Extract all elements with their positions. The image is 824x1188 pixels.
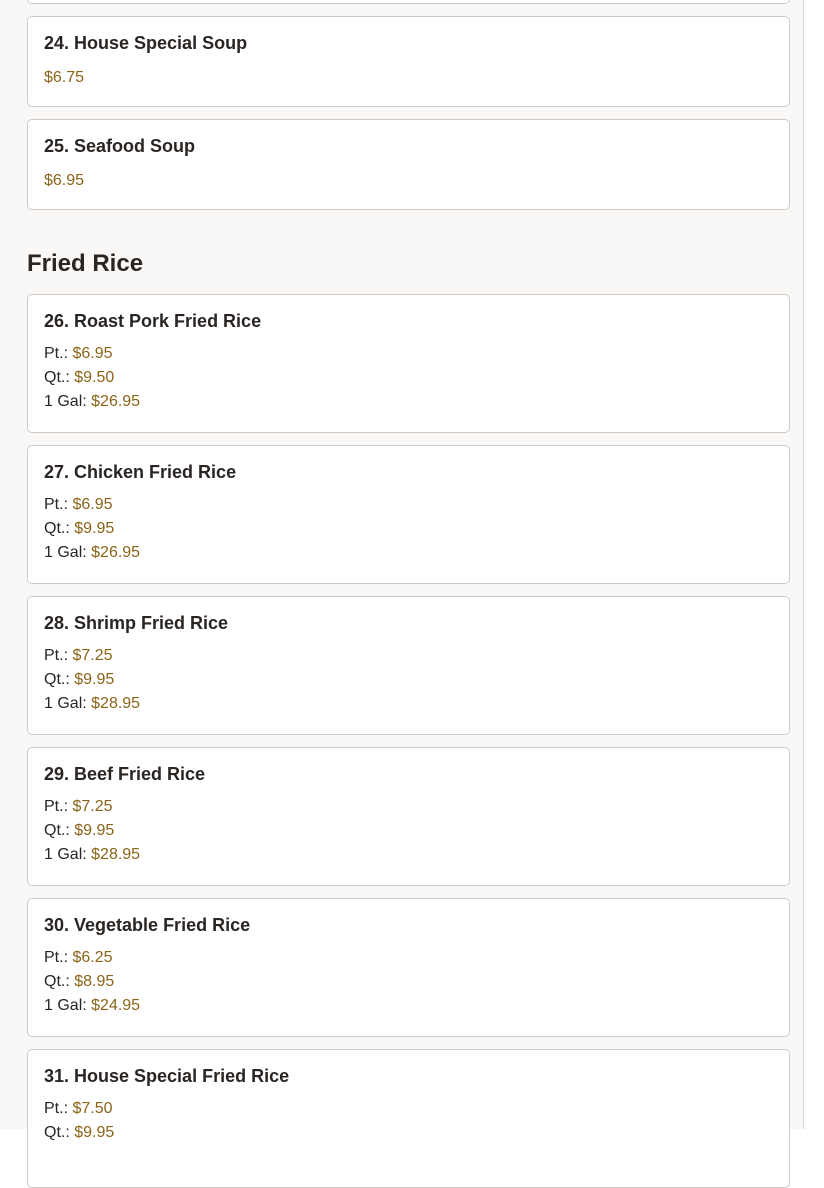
price-list [44, 795, 773, 867]
size-label: 1 Gal: [44, 846, 87, 863]
price-row-gallon [44, 390, 773, 414]
menu-item-name: 31. House Special Fried Rice [44, 1066, 290, 1086]
size-label: Pt.: [44, 345, 69, 362]
menu-item-name: 27. Chicken Fried Rice [44, 462, 237, 482]
menu-item-name: 26. Roast Pork Fried Rice [44, 311, 262, 331]
price-value: $6.25 [72, 949, 113, 966]
price-row-quart [44, 668, 773, 692]
size-label: 1 Gal: [44, 544, 87, 561]
price-value: $28.95 [91, 695, 141, 712]
size-label: Pt.: [44, 1100, 69, 1117]
price-value: $26.95 [91, 393, 141, 410]
price-value: $6.95 [72, 345, 113, 362]
menu-item-card[interactable] [27, 747, 790, 886]
price-list [44, 946, 773, 1018]
menu-item-card[interactable] [27, 445, 790, 584]
menu-item-card[interactable] [27, 596, 790, 735]
size-label: 1 Gal: [44, 997, 87, 1014]
size-label: 1 Gal: [44, 393, 87, 410]
menu-item-price: $6.75 [44, 69, 85, 86]
price-value: $7.25 [72, 647, 113, 664]
price-row-gallon [44, 994, 773, 1018]
size-label: 1 Gal: [44, 695, 87, 712]
price-row-gallon [44, 541, 773, 565]
price-list [44, 644, 773, 716]
size-label: Pt.: [44, 496, 69, 513]
price-row-pint [44, 946, 773, 970]
price-value: $9.50 [74, 369, 115, 386]
price-value: $9.95 [74, 520, 115, 537]
price-value: $7.50 [72, 1100, 113, 1117]
price-row-gallon [44, 692, 773, 716]
menu-item-name: 30. Vegetable Fried Rice [44, 915, 251, 935]
price-row-pint [44, 644, 773, 668]
price-value: $9.95 [74, 822, 115, 839]
size-label: Qt.: [44, 520, 70, 537]
price-value: $9.95 [74, 671, 115, 688]
menu-item-card [27, 0, 790, 4]
price-row-pint [44, 493, 773, 517]
size-label: Pt.: [44, 647, 69, 664]
price-row-quart [44, 819, 773, 843]
menu-item-name: 24. House Special Soup [44, 33, 248, 53]
size-label: Pt.: [44, 798, 69, 815]
price-list [44, 493, 773, 565]
price-value: $8.95 [74, 973, 115, 990]
price-row-pint [44, 342, 773, 366]
price-row-quart [44, 970, 773, 994]
price-value: $24.95 [91, 997, 141, 1014]
price-list [44, 342, 773, 414]
menu-item-price: $6.95 [44, 172, 85, 189]
price-row-pint [44, 795, 773, 819]
price-list [44, 1097, 773, 1145]
menu-item-name: 28. Shrimp Fried Rice [44, 613, 229, 633]
price-row-quart [44, 517, 773, 541]
size-label: Pt.: [44, 949, 69, 966]
price-row-quart [44, 1121, 773, 1145]
menu-item-card[interactable] [27, 119, 790, 210]
size-label: Qt.: [44, 822, 70, 839]
menu-item-name: 25. Seafood Soup [44, 136, 196, 156]
price-value: $28.95 [91, 846, 141, 863]
menu-item-card[interactable] [27, 16, 790, 107]
menu-item-name: 29. Beef Fried Rice [44, 764, 206, 784]
price-value: $9.95 [74, 1124, 115, 1141]
price-row-quart [44, 366, 773, 390]
menu-item-card[interactable] [27, 1049, 790, 1188]
price-value: $26.95 [91, 544, 141, 561]
menu-item-card[interactable] [27, 898, 790, 1037]
section-title-fried-rice: Fried Rice [27, 250, 144, 277]
size-label: Qt.: [44, 1124, 70, 1141]
size-label: Qt.: [44, 671, 70, 688]
size-label: Qt.: [44, 369, 70, 386]
price-row-gallon [44, 843, 773, 867]
size-label: Qt.: [44, 973, 70, 990]
price-row-pint [44, 1097, 773, 1121]
menu-item-card[interactable] [27, 294, 790, 433]
price-value: $6.95 [72, 496, 113, 513]
price-value: $7.25 [72, 798, 113, 815]
